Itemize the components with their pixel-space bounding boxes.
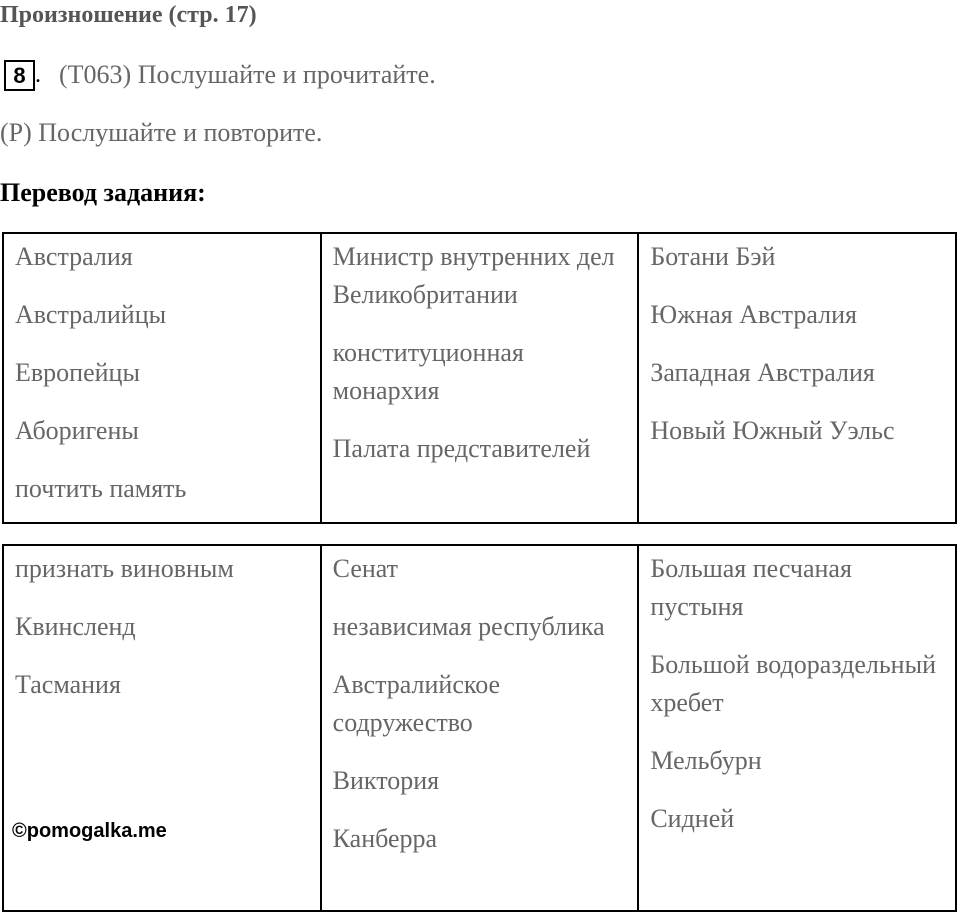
list-item: Большой водораздельный хребет <box>650 650 936 717</box>
table-row <box>3 233 956 523</box>
list-item: Сидней <box>650 804 735 833</box>
list-item: Сенат <box>332 554 398 583</box>
list-item: Канберра <box>332 824 438 853</box>
vocabulary-table-2 <box>2 544 957 912</box>
list-item: Мельбурн <box>650 746 762 775</box>
subtask-text: (P) Послушайте и повторите. <box>0 118 323 147</box>
list-item: Аборигены <box>15 416 139 445</box>
vocabulary-table-1 <box>2 232 957 524</box>
list-item: Квинсленд <box>15 612 136 641</box>
task-number-dot: . <box>35 61 41 88</box>
list-item: Палата представителей <box>332 434 591 463</box>
copyright-watermark: ©pomogalka.me <box>12 820 167 842</box>
table-cell-col-2 <box>321 545 639 911</box>
list-item: независимая республика <box>332 612 605 641</box>
table-cell-col-3 <box>638 545 956 911</box>
list-item: Западная Австралия <box>650 358 875 387</box>
task-text: (T063) Послушайте и прочитайте. <box>59 60 436 89</box>
table-cell-col-3 <box>638 233 956 523</box>
table-row <box>3 545 956 911</box>
task-number-box: 8 <box>4 60 35 91</box>
list-item: Европейцы <box>15 358 140 387</box>
translation-title: Перевод задания: <box>0 178 206 207</box>
table-cell-col-2 <box>321 233 639 523</box>
task-line <box>0 58 436 92</box>
list-item: признать виновным <box>15 554 234 583</box>
list-item: Южная Австралия <box>650 300 857 329</box>
list-item: Ботани Бэй <box>650 242 776 271</box>
list-item: Большая песчаная пустыня <box>650 554 852 621</box>
list-item: Австралийское содружество <box>332 670 501 737</box>
list-item: Австралийцы <box>15 300 167 329</box>
table-cell-col-1 <box>3 545 321 911</box>
list-item: почтить память <box>15 474 187 503</box>
list-item: конституционная монархия <box>332 338 524 405</box>
page-heading: Произношение (стр. 17) <box>0 2 257 28</box>
list-item: Тасмания <box>15 670 121 699</box>
list-item: Австралия <box>15 242 133 271</box>
table-cell-col-1 <box>3 233 321 523</box>
list-item: Виктория <box>332 766 440 795</box>
list-item: Новый Южный Уэльс <box>650 416 895 445</box>
list-item: Министр внутренних дел Великобритании <box>332 242 615 309</box>
